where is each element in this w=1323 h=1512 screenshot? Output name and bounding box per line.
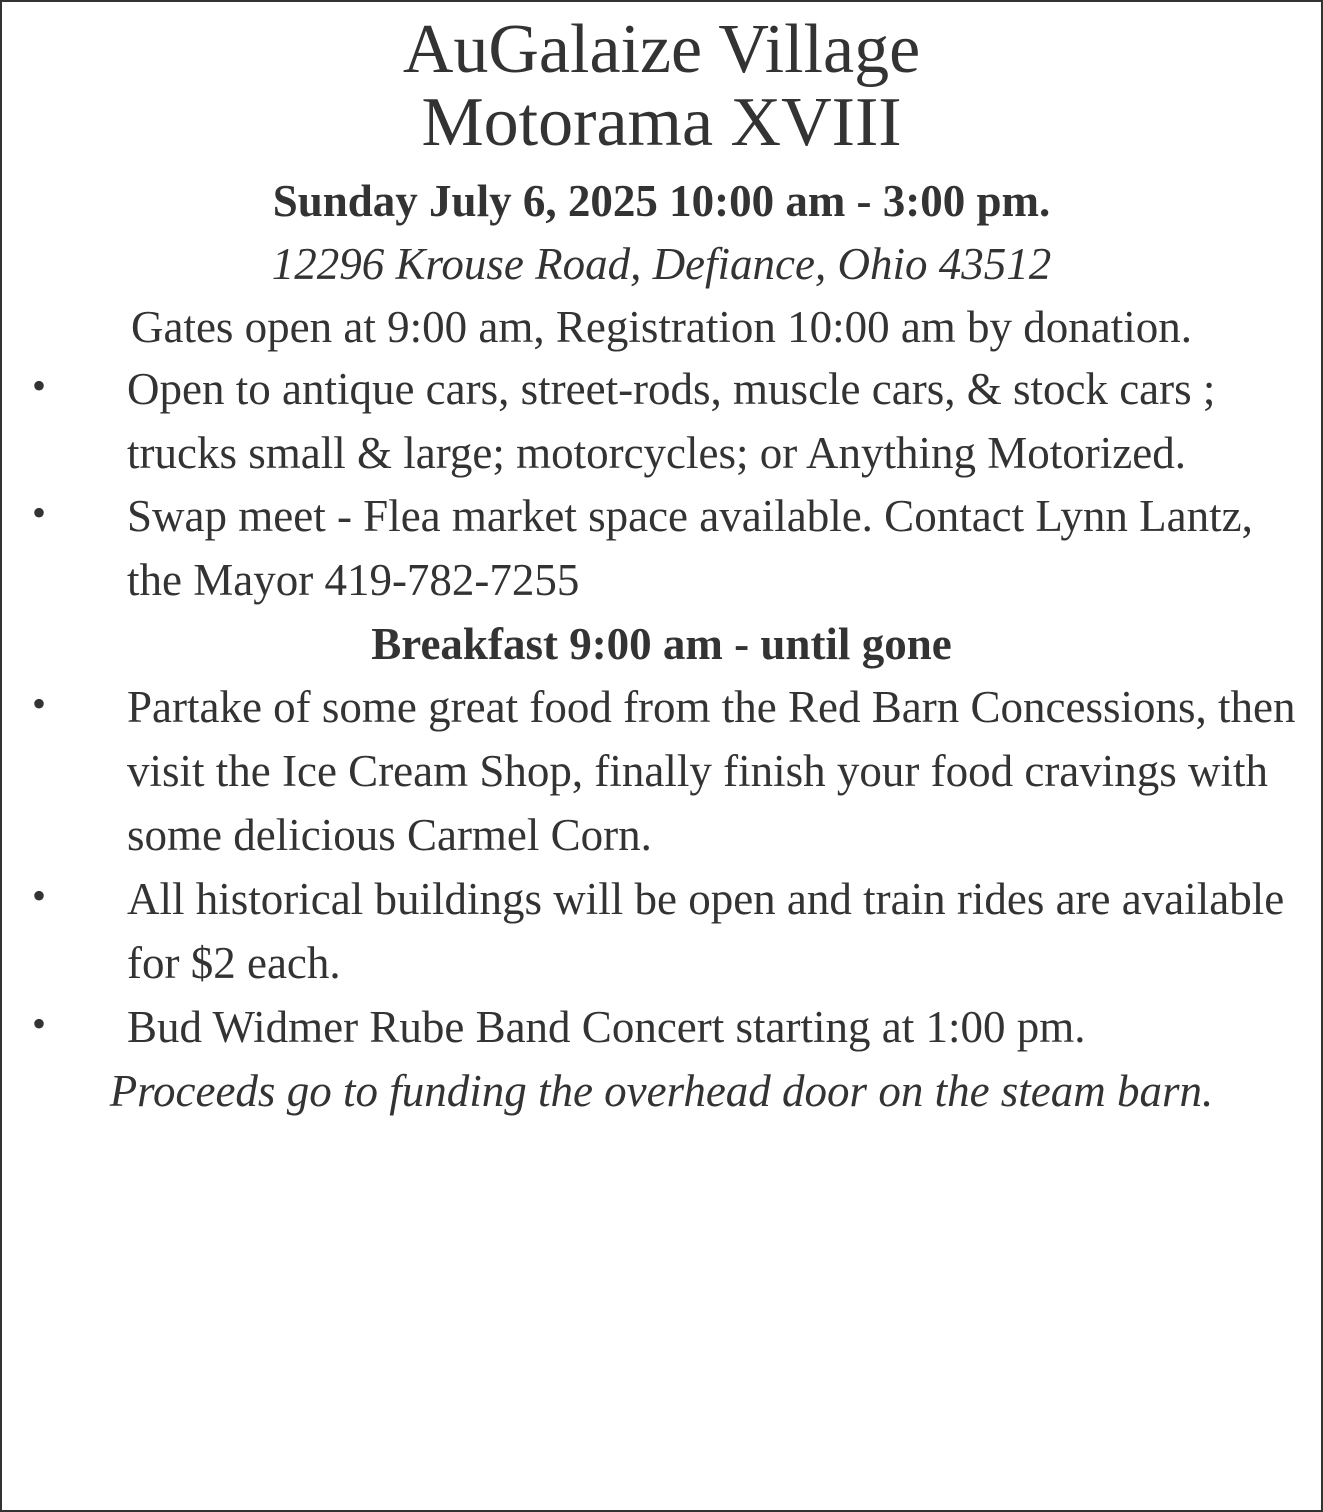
bullet-icon: • [32,681,47,727]
list-item-text: Open to antique cars, street-rods, muscle cars, & stock cars ; trucks small & large; motorcycles; or Anything Motorized. [127,363,1216,478]
bullet-icon: • [32,872,47,918]
bullet-icon: • [32,490,47,536]
bullet-icon: • [32,1000,47,1046]
list-item-band-concert [24,996,1299,1060]
list-item-vehicles [24,358,1299,486]
vehicle-swap-list [24,358,1299,614]
list-item-text: Swap meet - Flea market space available. Contact Lynn Lantz, the Mayor 419-782-7255 [127,491,1253,606]
event-date-time: Sunday July 6, 2025 10:00 am - 3:00 pm. [272,175,1051,226]
bullet-icon: • [32,362,47,408]
gates-registration-info: Gates open at 9:00 am, Registration 10:00 am by donation. [130,301,1193,352]
list-item-swap-meet [24,485,1299,613]
title-line-event: Motorama XVIII [421,83,902,161]
list-item-text: All historical buildings will be open and train rides are available for $2 each. [127,873,1285,988]
list-item-food [24,676,1299,868]
list-item-text: Partake of some great food from the Red Barn Concessions, then visit the Ice Cream Shop, finally finish your food cravings with some delicious Carmel Corn. [127,682,1296,861]
event-address: 12296 Krouse Road, Defiance, Ohio 43512 [271,238,1052,289]
list-item-text: Bud Widmer Rube Band Concert starting at 1:00 pm. [127,1001,1086,1052]
breakfast-heading: Breakfast 9:00 am - until gone [371,619,952,670]
title-line-village: AuGalaize Village [402,11,921,88]
activities-list [24,676,1299,1059]
flyer-title [24,11,1299,161]
list-item-historical-buildings [24,868,1299,996]
proceeds-note: Proceeds go to funding the overhead door on the steam barn. [109,1065,1214,1116]
